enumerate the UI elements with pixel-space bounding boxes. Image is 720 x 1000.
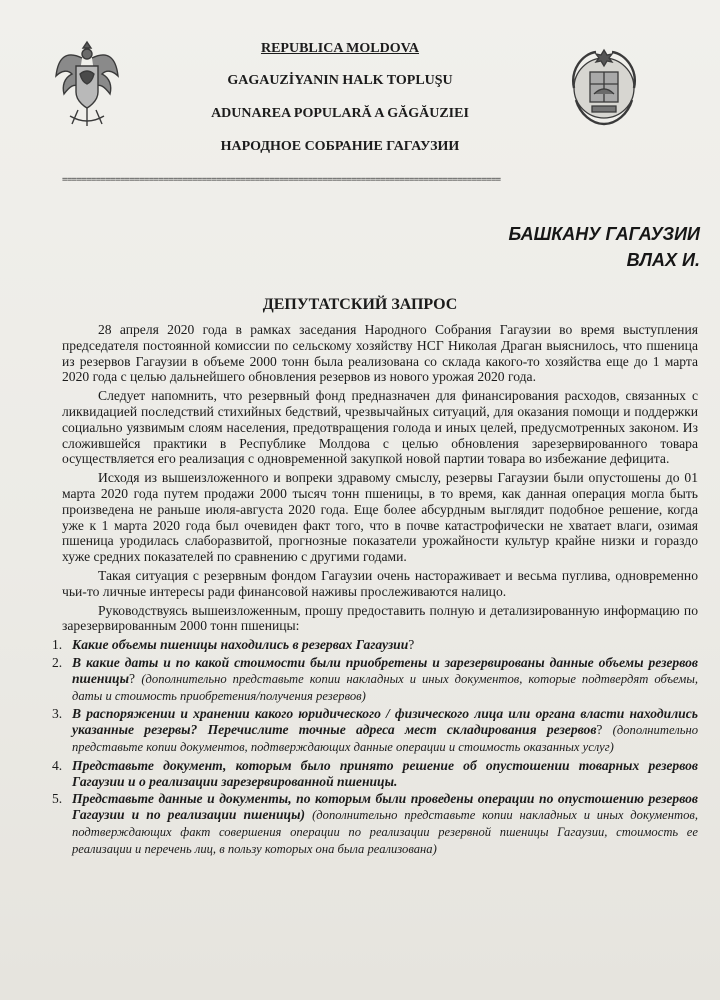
list-item — [54, 758, 698, 790]
question-tail: ? — [408, 637, 415, 653]
item-number: 3. — [52, 706, 63, 722]
header-gagauz: GAGAUZİYANIN HALK TOPLUŞU — [227, 73, 453, 88]
header-republic: REPUBLICA MOLDOVA — [260, 41, 420, 56]
list-item — [54, 791, 698, 857]
addressee-title: БАШКАНУ ГАГАУЗИИ — [508, 224, 700, 244]
paragraph: Следует напомнить, что резервный фонд предназначен для финансирования расходов, связанных с ликвидацией последствий стихийных бедствий, чрезвычайных ситуаций, для оказания помощи и поддержки социально уязвимым слоям населения, предотвращения голода и иных целей, предусмотренных законом. Из сложившейся практики в Республике Молдова с целью обновления зарезервированного товара осуществляется его реализация с одновременной закупкой новой партии товара во избежание дефицита. — [62, 388, 698, 467]
item-number: 4. — [52, 757, 63, 773]
question-note: (дополнительно представьте копии документов, подтверждающих данные операции и стоимость оказанных услуг) — [72, 723, 698, 754]
question-text: Какие объемы пшеницы находились в резервах Гагаузии — [72, 637, 409, 653]
question-text: Представьте данные и документы, по которым были проведены операции по опустошению резервов Гагаузии и по реализации пшеницы) — [72, 791, 698, 823]
item-number: 2. — [52, 654, 63, 670]
header-romanian: ADUNAREA POPULARĂ A GĂGĂUZIEI — [211, 106, 469, 121]
question-tail: ? — [596, 722, 613, 738]
header-divider: =========================================================================================== — [62, 175, 501, 185]
question-note: (дополнительно представьте копии накладных и иных документов, подтверждающих факт совершения операции по реализации резервной пшеницы Гагаузии, стоимость ее реализации и перечень лиц, в пользу которых она была реализована) — [72, 808, 698, 856]
document-body — [52, 322, 698, 860]
header-russian: НАРОДНОЕ СОБРАНИЕ ГАГАУЗИИ — [220, 139, 460, 154]
item-number: 5. — [52, 791, 63, 807]
paragraph: Такая ситуация с резервным фондом Гагаузии очень настораживает и весьма пуглива, одновременно чьи-то личные интересы ради финансовой наживы прослеживаются налицо. — [62, 567, 698, 599]
list-item — [54, 655, 698, 704]
question-text: В какие даты и по какой стоимости были приобретены и зарезервированы данные объемы резервов пшеницы — [72, 654, 698, 686]
paragraph: Руководствуясь вышеизложенным, прошу предоставить полную и детализированную информацию по зарезервированным 2000 тонн пшеницы: — [62, 602, 698, 634]
question-list — [52, 637, 698, 857]
question-text: Представьте документ, которым было принято решение об опустошении товарных резервов Гагаузии и о реализации зарезервированной пшеницы. — [72, 757, 698, 789]
item-number: 1. — [52, 637, 63, 653]
question-tail: ? — [129, 670, 142, 686]
question-note: (дополнительно представьте копии накладных и иных документов, которые подтвердят объемы, даты и стоимость приобретения/получения резервов) — [72, 671, 698, 703]
list-item — [54, 637, 698, 653]
addressee-name: ВЛАХ И. — [626, 250, 700, 270]
paragraph: Исходя из вышеизложенного и вопреки здравому смыслу, резервы Гагаузии были опустошены до 01 марта 2020 года путем продажи 2000 тысяч тонн пшеницы, в то время, как данная операция могла быть произведена не раньше июля-августа 2020 года. Еще более абсурдным выглядит подобное решение, когда уже к 1 марта 2020 года был очевиден факт того, что в почве катастрофически не хватает влаги, озимая пшеница уродилась слаборазвитой, прогнозные показатели урожайности культур крайне низки и гораздо хуже средних показателей по сравнению с другими годами. — [62, 470, 698, 565]
gagauzia-coat-of-arms-icon — [566, 44, 642, 132]
list-item — [54, 706, 698, 755]
paragraph: 28 апреля 2020 года в рамках заседания Народного Собрания Гагаузии во время выступления председателя постоянной комиссии по сельскому хозяйству НСГ Николая Драган выяснилось, что пшеница из резервов Гагаузии в объеме 2000 тонн была реализована со склада какого-то хозяйства еще до 1 марта 2020 года с целью дальнейшего обновления резервов из нового урожая 2020 года. — [62, 322, 698, 385]
document-title: ДЕПУТАТСКИЙ ЗАПРОС — [262, 296, 458, 313]
question-text: В распоряжении и хранении какого юридического / физического лица или органа власти находились указанные резервы? Перечислите точные адреса мест складирования резервов — [72, 706, 698, 738]
